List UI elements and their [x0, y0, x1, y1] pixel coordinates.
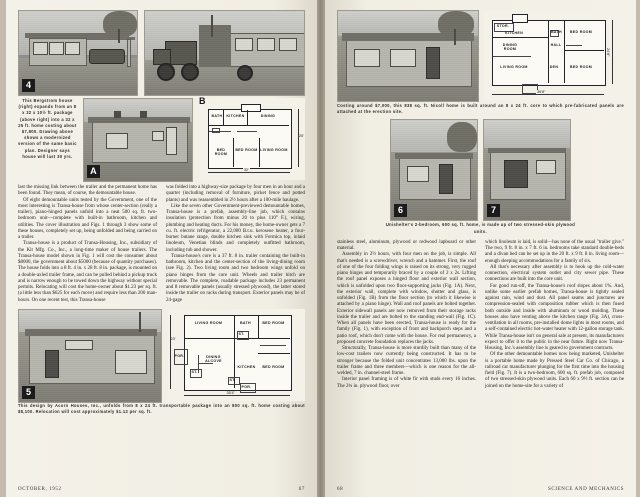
paragraph: Transa-house's core is a 37 ft. 8 in. trailer containing the built-in bathroom, kitchen and the center-section of the living-dining room (see Fig. 2). Two living room and two bedroom wings unfold on piano hinges from the core unit. Wheels and trailer hitch are removable. The complete, roadable package includes 23 permanent and 8 removable panels (usually stressed plywood), the latter stored inside the trailer on racks during transport. Exterior panels may be of 24-gage — [166, 253, 305, 303]
paragraph: All that's necessary after assembly is to hook up the cold-water connection, electrical system outlet and city sewer pipe. These connections are built into the core unit. — [485, 264, 624, 283]
plan-closet-hall — [566, 45, 582, 46]
porch-bottom-label: POR. — [241, 384, 252, 389]
plan-dim-right — [298, 109, 299, 167]
plan-wall-bath-right — [564, 21, 565, 43]
figure-5-photo — [18, 309, 162, 403]
plan-wall-dining — [493, 56, 531, 57]
right-page-footer — [337, 487, 624, 492]
left-column-1 — [18, 185, 157, 304]
plan-wall-horizontal-mid — [258, 353, 290, 354]
publication-name: SCIENCE AND MECHANICS — [548, 487, 624, 492]
floor-plan-nicoll — [484, 10, 624, 100]
paragraph: which linoleum is laid, is solid—has none of the usual "trailer give." The two, 9 ft. 8 in. x 7 ft. 6 in. bedrooms take standard double-beds and a divan bed can be set up in the 20 ft. x 9 ft. 8 in. living room—enough sleeping accommodations for a family of six. — [485, 239, 624, 264]
page-gutter — [317, 0, 325, 497]
photo-grain — [145, 11, 304, 95]
paragraph: last the missing link between the trailer and the permanent home has been found. They mean, of course, the demountable house. — [18, 185, 157, 197]
paragraph: was folded into a highway-size package by four men in an hour and a quarter (including removal of furniture, picket fence and potted plants) and was reassembled in 2½ hours after a 100-mile haulage. — [166, 185, 305, 203]
plan-depth-dim: 25' — [298, 134, 304, 138]
left-page-number: 67 — [298, 487, 305, 492]
room-bed-2: BED ROOM — [235, 148, 258, 152]
plan-wall-horizontal-upper — [493, 37, 548, 38]
photo-grain — [338, 11, 478, 101]
room-dining: DINING ROOM — [502, 43, 518, 52]
figure-number-4: 4 — [22, 79, 35, 92]
plan-bed-closet — [260, 345, 286, 346]
paragraph: Of eight demountable units tested by the Government, one of the most interesting is Transa-house from whose center-section (really a trailer), piano-hinged panels unfold into a neat 500 sq. ft. two-bedroom unit—complete with built-in bathroom, kitchen and utilities. The cover illustration and Figs. 1 through 3 show some of these houses, completely set up, being unfolded and being carried on a trailer. — [18, 197, 157, 240]
plan-depth-dim: 23' — [170, 336, 176, 341]
figure-6-photo — [390, 119, 478, 221]
room-living: LIVING ROOM — [500, 65, 528, 69]
plan-wall-kitchen — [247, 110, 248, 125]
room-den: DEN — [549, 65, 559, 69]
room-kitchen: KITCHEN — [226, 114, 245, 118]
right-page-body — [337, 240, 624, 390]
plan-entry-alcove — [241, 104, 261, 112]
paragraph: Like the seven other Government-previewed demountable homes, Transa-house is a prefab, assembly-line job, which contains insulation (protection from minus 20 to plus 110° F.), wiring, plumbing and heating ducts. For his money, the home-owner gets a 7 cu. ft. electric refrigerator, a 22,000 B.t.u. kerosene heater, a four-burner butane range, double kitchen sink with Formica top, inlaid linoleum, Venetian blinds and completely outfitted bathroom, including tub and shower. — [166, 203, 305, 253]
room-kitchen: KITCHEN — [504, 31, 524, 35]
figure-number-5: 5 — [22, 386, 35, 399]
plan-wall-horizontal — [209, 125, 289, 126]
paragraph: For good run-off, the Transa-house's roof slopes about 1%. And, unlike some earlier prefab homes, Transa-house is tightly sealed against rain, wind and dust. All panel seams and junctures are compression-sealed with composition rubber which is then fused both outside and inside with aluminum or wood molding. These houses also have venting above the kitchen range (Fig. 3A), cross-ventilation in all rooms, pre-installed dome lights in most rooms, and a self-contained electric hot-water heater with 12-gallon storage tank. While Transa-house isn't on general sale at present, its manufacturers expect to offer it to the public in the near future. Right now Transa-Housing, Inc.'s assembly line is geared to government contracts. — [485, 283, 624, 352]
paragraph: Interior panel framing is of white fir with studs every 16 inches. The 2¾ in. plywood floor, over — [337, 377, 476, 389]
unishelter-caption: Unishelter's 2-bedroom, 600 sq. ft. home, is made up of two stressed-skin plywood units. — [385, 222, 576, 234]
figure-number-a: A — [87, 165, 100, 178]
left-page-footer — [18, 487, 305, 492]
right-column-2 — [485, 240, 624, 390]
plan-dim-bottom — [208, 172, 290, 173]
room-porch: POR. — [174, 353, 185, 358]
room-bed-2: BED ROOM — [262, 364, 285, 369]
plan-width-dim: 32' — [243, 168, 249, 172]
photo-grain — [19, 11, 137, 95]
plan-wall-bath-left — [258, 316, 259, 338]
figure-4-photo — [18, 10, 138, 96]
figure-truck-photo — [144, 10, 305, 96]
room-bed-2: BED ROOM — [569, 65, 593, 69]
room-bath: BATH — [551, 30, 562, 34]
paragraph: Of the other demountable homes now being marketed, Unishelter is a portable home made by Pressed Steel Car Co. of Chicago, a railroad car manufacturer plunging for the first time into the housing field (Fig. 7). It is a two-bedroom, 600 sq. ft. prefab job, composed of two stressed-skin plywood units. Each 60 x 9½ ft. section can be joined on the home-site for a variety of — [485, 352, 624, 389]
plan-dim-left — [170, 315, 171, 389]
photo-grain — [84, 99, 192, 181]
room-bed-1: BED ROOM — [262, 320, 285, 325]
floor-plan-acorn — [168, 309, 306, 401]
paragraph: Transa-house is a product of Transa-Housing, Inc., subsidiary of the Kit Mfg. Co., Inc., a long-time maker of house trailers. The Transa-house model shown in Fig. 1 will cost the consumer about $8000, the government about $5000 (because of quantity purchases). The house folds into a 8 ft. 4 in. x 28 ft. 8 in. package, is mounted on a double-axled trailer frame, and can be pulled behind a pickup truck and is narrow enough to be towed down the highway without special permits. Relocating will cost the home-owner about $1.23 per sq. ft. (a little less than $625 for each move) and require less than 200 man-hours. On one recent test, this Transa-house — [18, 241, 157, 303]
plan-wall-hall — [564, 43, 565, 83]
left-page-body — [18, 185, 305, 304]
paragraph: stainless steel, aluminum, plywood or redwood lapboard or other material. — [337, 239, 476, 252]
closet-st-3: ST. — [229, 377, 236, 382]
plan-wall-living-divider — [185, 338, 234, 339]
plan-wall-bed1 — [233, 138, 234, 167]
room-dining: DINING — [260, 114, 276, 118]
acorn-caption: This design by Acorn Houses, Inc., unfolds from 8 x 24 ft. transportable package into an 800 sq. ft. home costing about $8,100. Relocation will cost approximately $1.12 per sq. ft. — [18, 402, 305, 414]
plan-dim-right — [612, 20, 613, 84]
plan-depth-dim: 24'8" — [606, 48, 610, 57]
issue-date: OCTOBER, 1952 — [18, 487, 62, 492]
figure-number-6: 6 — [394, 204, 407, 217]
room-bath: BATH — [240, 320, 251, 325]
paragraph: Structurally, Transa-house is more sturdily built than many of the low-cost trailers now currently being constructed. It has to be stronger because the folded unit concentrates 13,000 lbs. upon the trailer frame and three members—which is one reason for the all-welded, 7 in. channel-steel frame. — [337, 346, 476, 377]
room-kitchen: KITCHEN — [237, 364, 256, 369]
room-bed-1: BED ROOM — [569, 30, 593, 34]
right-column-1 — [337, 240, 476, 390]
room-storage: STOR. — [496, 24, 510, 28]
room-living: LIVING ROOM — [194, 320, 223, 325]
plan-b-label: B — [198, 96, 206, 106]
photo-grain — [19, 310, 161, 402]
plan-width-dim: 35'4" — [226, 390, 235, 395]
right-page-number: 68 — [337, 487, 344, 492]
figure-7-photo — [483, 119, 571, 221]
closet-st-2: ST. — [191, 369, 198, 374]
plan-fixture — [212, 128, 220, 133]
figure-number-7: 7 — [487, 204, 500, 217]
right-page — [325, 0, 636, 497]
paragraph: Assembly in 2½ hours, with four men on the job, is simple. All that's needed is a screwdriver, wrench and a hammer. First, the roof of one of the four folding wings is raised on its strong, very rugged piano hinges and temporarily braced by a couple of 2 x 2s. Lifting the roof panel exposes a hinged floor and exterior wall section, which is unfolded upon two floor-supporting jacks (Fig. 1A). Next, the exterior wall, complete with window, shutter and glass, is unfolded (Fig. 1B) from the floor section (to which it likewise is attached by a piano hinge). Wall and roof panels are bolted together. Exterior sidewall panels are now removed from their storage racks inside the trailer and are bolted to the standing end-wall (Fig. 1C). When all panels have been erected, Transa-house is ready for the family (Fig. 1), with exception of front and backporch steps and a patio roof, which don't come with the house. For real permanency, a proposed concrete foundation replaces the jacks. — [337, 252, 476, 345]
room-living: LIVING ROOM — [260, 148, 288, 152]
closet-st-1: ST. — [238, 331, 245, 336]
room-bed-1: BED ROOM — [214, 148, 228, 157]
left-column-2 — [166, 185, 305, 304]
plan-dim-bottom — [492, 94, 604, 95]
room-dining-alcove: DINING ALCOVE — [205, 354, 222, 364]
plan-closet-2 — [237, 131, 257, 132]
bergstrom-caption: This Bergstrom house (right) expands from an 8 x 32 x 10½ ft. package (above right) into a 32 x 25 ft. home costing about $7,800. Drawing above shows a modernized version of the same basic plan. Designer says house will last 30 yrs. — [18, 98, 77, 159]
plan-wall-horizontal-bedrooms — [564, 50, 604, 51]
plan-width-dim: 36'8" — [537, 90, 546, 94]
plan-wall-bed2 — [259, 138, 260, 167]
figure-a-photo — [83, 98, 193, 182]
plan-dim-bottom — [184, 395, 290, 396]
left-page — [6, 0, 317, 497]
floor-plan-b — [199, 98, 305, 180]
plan-entry-alcove — [512, 14, 528, 23]
figure-nicoll-photo — [337, 10, 479, 102]
room-hall: HALL — [550, 43, 562, 47]
nicoll-caption: Costing around $7,000, this 838 sq. ft. Nicoll home is built around an 8 x 24 ft. core to which pre-fabricated panels are attached at the erection site. — [337, 103, 624, 115]
room-bath: BATH — [211, 114, 223, 118]
